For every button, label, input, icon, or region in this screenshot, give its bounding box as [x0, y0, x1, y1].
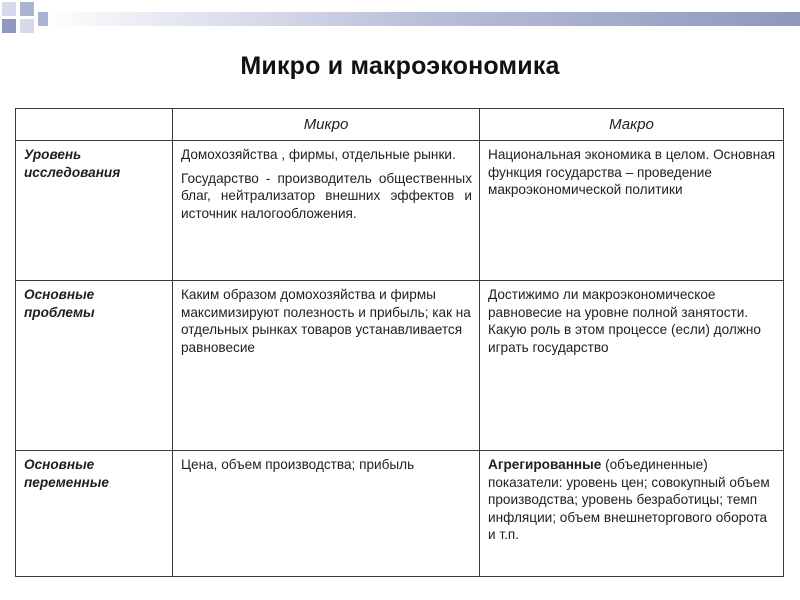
- cell-paragraph: Государство - производитель общественных благ, нейтрализатор внешних эффектов и источник налогообложения.: [181, 170, 472, 221]
- decor-square: [2, 2, 16, 16]
- row-label: Основные переменные: [16, 451, 173, 577]
- header-cell-empty: [16, 109, 173, 141]
- cell-macro: [480, 451, 784, 577]
- table-row: [16, 281, 784, 451]
- cell-text: (объединенные) показатели: уровень цен; совокупный объем производства; уровень безработицы; темп инфляции; объем внешнеторгового оборота и т.п.: [488, 457, 770, 542]
- table-header-row: [16, 109, 784, 141]
- table-row: [16, 451, 784, 577]
- row-label: Уровень исследования: [16, 141, 173, 281]
- cell-macro: Достижимо ли макроэкономическое равновесие на уровне полной занятости. Какую роль в этом процессе (если) должно играть государство: [480, 281, 784, 451]
- row-label: Основные проблемы: [16, 281, 173, 451]
- decor-square: [38, 12, 48, 26]
- decor-square: [2, 19, 16, 33]
- header-cell-micro: Микро: [173, 109, 480, 141]
- table-row: [16, 141, 784, 281]
- cell-macro: Национальная экономика в целом. Основная функция государства – проведение макроэкономической политики: [480, 141, 784, 281]
- cell-paragraph: Домохозяйства , фирмы, отдельные рынки.: [181, 147, 456, 162]
- cell-micro: Каким образом домохозяйства и фирмы максимизируют полезность и прибыль; как на отдельных рынках товаров устанавливается равновесие: [173, 281, 480, 451]
- decor-square: [20, 19, 34, 33]
- cell-micro: [173, 141, 480, 281]
- header-cell-macro: Макро: [480, 109, 784, 141]
- decorative-header: [0, 0, 800, 34]
- aggregated-term: Агрегированные: [488, 457, 602, 472]
- page-title: Микро и макроэкономика: [240, 52, 560, 80]
- header-gradient-strip: [44, 12, 800, 26]
- decor-square: [20, 2, 34, 16]
- comparison-table: [15, 108, 784, 577]
- cell-micro: Цена, объем производства; прибыль: [173, 451, 480, 577]
